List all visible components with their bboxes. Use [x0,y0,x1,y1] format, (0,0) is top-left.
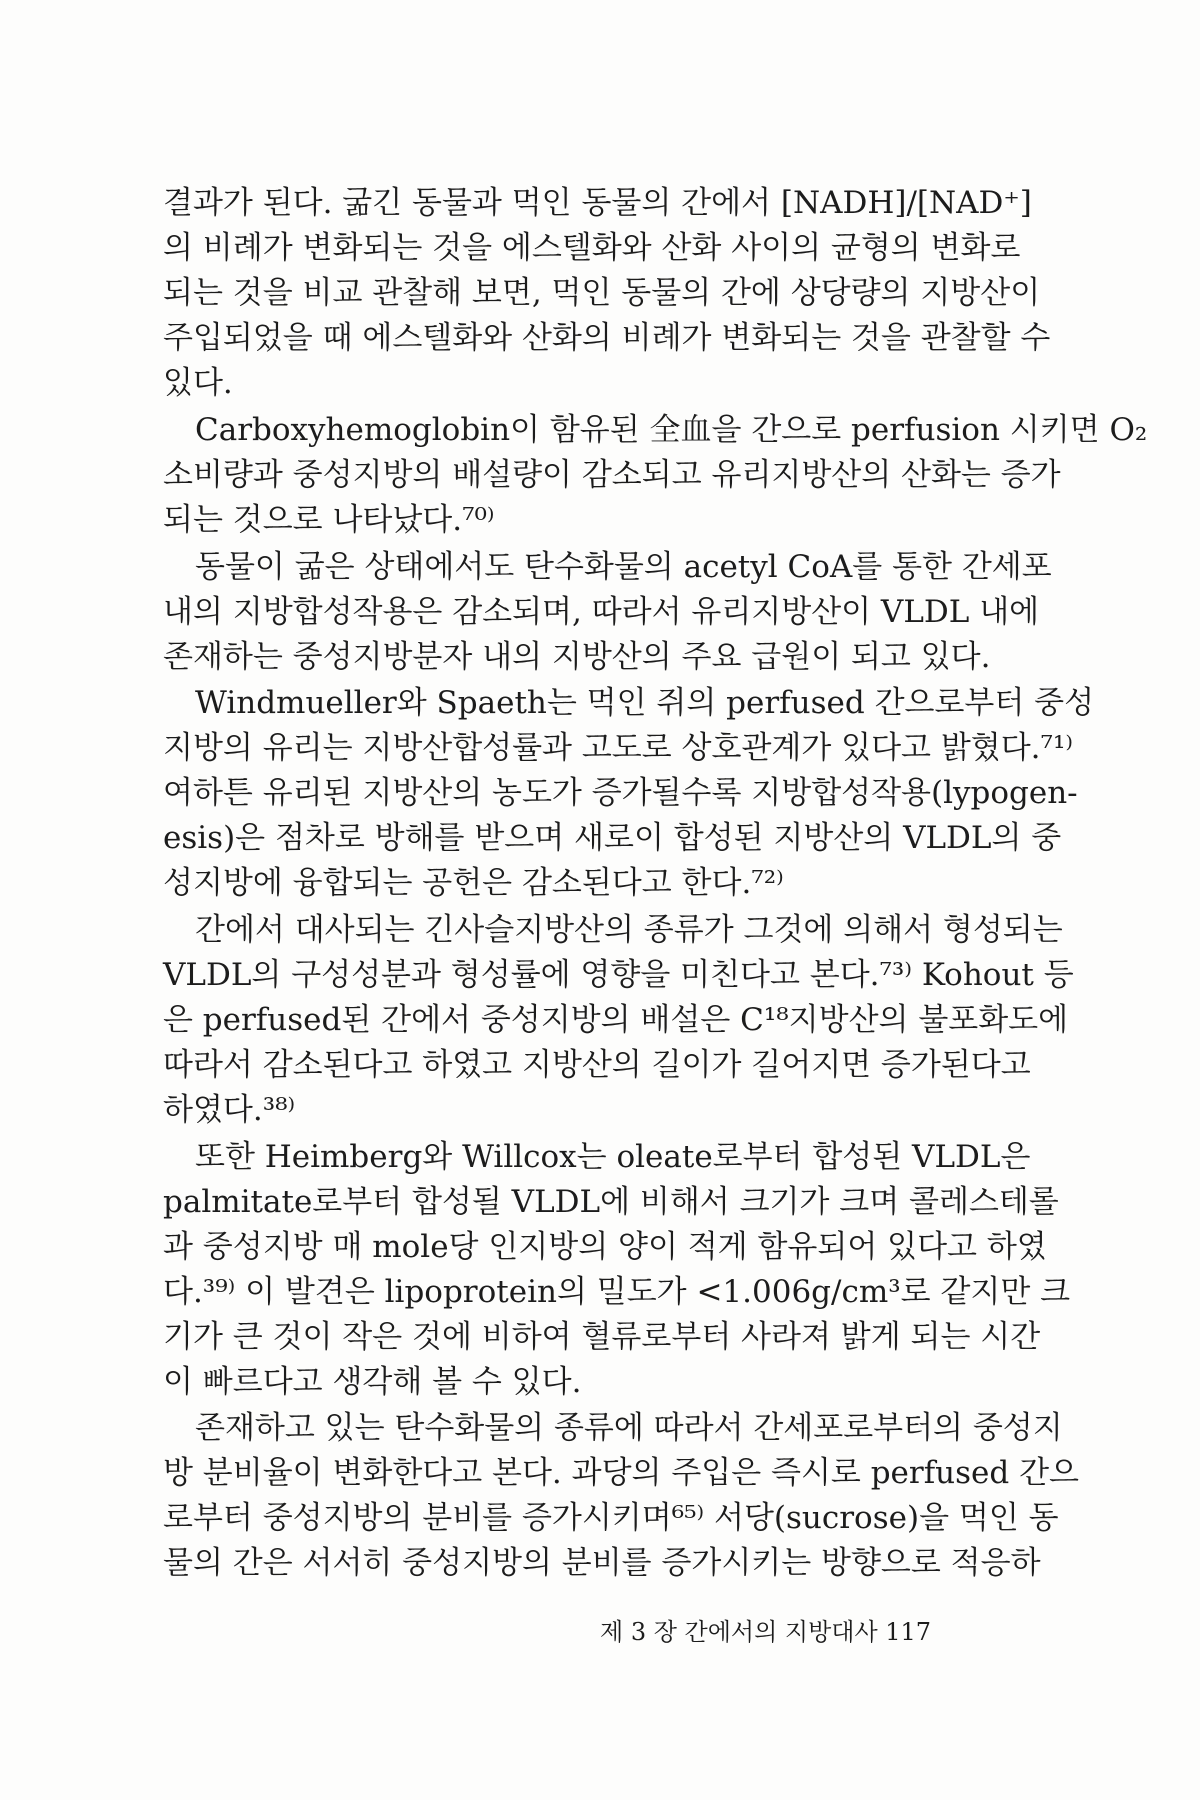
text-line: 존재하는 중성지방분자 내의 지방산의 주요 급원이 되고 있다. [163,639,991,675]
text-line: 되는 것으로 나타났다.⁷⁰⁾ [163,502,495,538]
text-line: VLDL의 구성성분과 형성률에 영향을 미친다고 본다.⁷³⁾ Kohout 등 [163,957,1074,993]
text-line: 로부터 중성지방의 분비를 증가시키며⁶⁵⁾ 서당(sucrose)을 먹인 동 [163,1500,1059,1536]
text-line: 과 중성지방 매 mole당 인지방의 양이 적게 함유되어 있다고 하였 [163,1229,1047,1265]
text-line: 내의 지방합성작용은 감소되며, 따라서 유리지방산이 VLDL 내에 [163,594,1040,630]
text-line: 은 perfused된 간에서 중성지방의 배설은 C¹⁸지방산의 불포화도에 [163,1002,1069,1038]
running-footer: 제 3 장 간에서의 지방대사 117 [600,1618,932,1646]
text-line: palmitate로부터 합성될 VLDL에 비해서 크기가 크며 콜레스테롤 [163,1184,1059,1220]
text-line: 간에서 대사되는 긴사슬지방산의 종류가 그것에 의해서 형성되는 [195,912,1063,948]
text-line: 있다. [163,365,233,401]
text-line: esis)은 점차로 방해를 받으며 새로이 합성된 지방산의 VLDL의 중 [163,820,1062,856]
text-line: 또한 Heimberg와 Willcox는 oleate로부터 합성된 VLDL은 [195,1139,1031,1175]
text-line: Windmueller와 Spaeth는 먹인 쥐의 perfused 간으로부터 중성 [195,685,1095,721]
text-line: 여하튼 유리된 지방산의 농도가 증가될수록 지방합성작용(lypogen- [163,775,1078,811]
text-line: 의 비례가 변화되는 것을 에스텔화와 산화 사이의 균형의 변화로 [163,230,1021,266]
text-line: 하였다.³⁸⁾ [163,1092,296,1128]
text-line: 물의 간은 서서히 중성지방의 분비를 증가시키는 방향으로 적응하 [163,1545,1041,1581]
text-line: 지방의 유리는 지방산합성률과 고도로 상호관계가 있다고 밝혔다.⁷¹⁾ [163,730,1073,766]
text-line: 이 빠르다고 생각해 볼 수 있다. [163,1364,582,1400]
text-line: 동물이 굶은 상태에서도 탄수화물의 acetyl CoA를 통한 간세포 [195,549,1052,585]
text-line: 다.³⁹⁾ 이 발견은 lipoprotein의 밀도가 <1.006g/cm³로 같지만 크 [163,1274,1071,1310]
text-line: 기가 큰 것이 작은 것에 비하여 혈류로부터 사라져 밝게 되는 시간 [163,1319,1041,1355]
text-line: 성지방에 융합되는 공헌은 감소된다고 한다.⁷²⁾ [163,865,784,901]
text-line: 결과가 된다. 굶긴 동물과 먹인 동물의 간에서 [NADH]/[NAD⁺] [163,185,1032,221]
text-line: 따라서 감소된다고 하였고 지방산의 길이가 길어지면 증가된다고 [163,1047,1031,1083]
text-line: 존재하고 있는 탄수화물의 종류에 따라서 간세포로부터의 중성지 [195,1410,1063,1446]
text-line: 방 분비율이 변화한다고 본다. 과당의 주입은 즉시로 perfused 간으 [163,1455,1079,1491]
text-line: Carboxyhemoglobin이 함유된 全血을 간으로 perfusion 시키면 O₂ [195,412,1148,448]
text-line: 되는 것을 비교 관찰해 보면, 먹인 동물의 간에 상당량의 지방산이 [163,275,1041,311]
text-line: 주입되었을 때 에스텔화와 산화의 비례가 변화되는 것을 관찰할 수 [163,320,1051,356]
text-line: 소비량과 중성지방의 배설량이 감소되고 유리지방산의 산화는 증가 [163,457,1061,493]
